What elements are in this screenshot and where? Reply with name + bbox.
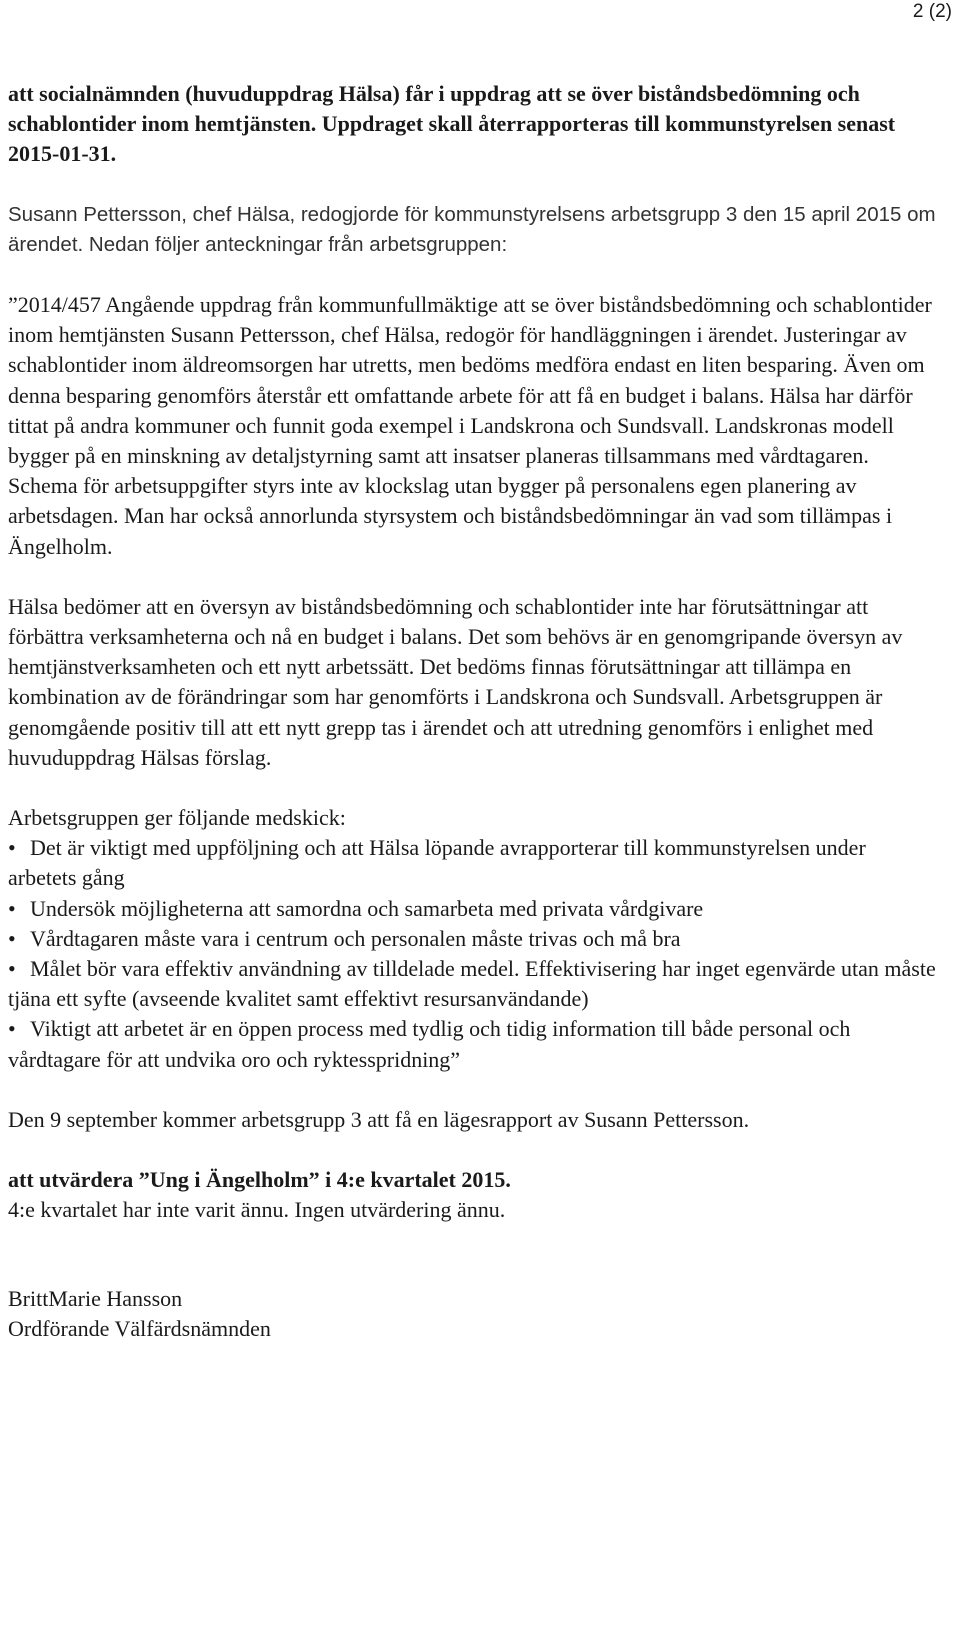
- bullet-icon: •: [8, 1016, 16, 1042]
- list-item-text: Viktigt att arbetet är en öppen process med tydlig och tidig information till både personal och vårdtagare för att undvika oro och ryktesspridning”: [8, 1016, 851, 1072]
- page-number: 2 (2): [912, 1, 952, 22]
- evaluation-status-paragraph: 4:e kvartalet har inte varit ännu. Ingen utvärdering ännu.: [8, 1197, 506, 1223]
- list-item-text: Vårdtagaren måste vara i centrum och personalen måste trivas och må bra: [30, 925, 681, 951]
- assessment-paragraph: Hälsa bedömer att en översyn av biståndsbedömning och schablontider inte har förutsättningar att förbättra verksamheterna och nå en budget i balans. Det som behövs är en genomgripande översyn av hemtjänstverksamheten och ett nytt arbetssätt. Det bedöms finnas förutsättningar att tillämpa en kombination av de förändringar som har genomförts i Landskrona och Sundsvall. Arbetsgruppen är genomgående positiv till att ett nytt grepp tas i ärendet och att utredning genomförs i enlighet med huvuduppdrag Hälsas förslag.: [8, 593, 903, 770]
- bullet-icon: •: [8, 925, 16, 951]
- bullet-icon: •: [8, 835, 16, 861]
- list-item: [8, 894, 938, 924]
- intro-bold-paragraph: att socialnämnden (huvuduppdrag Hälsa) får i uppdrag att se över biståndsbedömning och schablontider inom hemtjänsten. Uppdraget skall återrapporteras till kommunstyrelsen senast 2015-01-31.: [8, 81, 896, 167]
- list-item-text: Det är viktigt med uppföljning och att Hälsa löpande avrapporterar till kommunstyrelsen under arbetets gång: [8, 835, 866, 891]
- list-item: [8, 924, 938, 954]
- status-report-paragraph: Den 9 september kommer arbetsgrupp 3 att få en lägesrapport av Susann Pettersson.: [8, 1106, 750, 1132]
- list-item: [8, 833, 938, 893]
- evaluation-bold-paragraph: att utvärdera ”Ung i Ängelholm” i 4:e kvartalet 2015.: [8, 1167, 511, 1193]
- bullet-icon: •: [8, 956, 16, 982]
- list-item: [8, 1014, 938, 1074]
- quote-paragraph: ”2014/457 Angående uppdrag från kommunfullmäktige att se över biståndsbedömning och schablontider inom hemtjänsten Susann Pettersson, chef Hälsa, redogör för handläggningen i ärendet. Justeringar av schablontider inom äldreomsorgen har utretts, men bedöms medföra endast en liten besparing. Även om denna besparing genomförs återstår ett omfattande arbete för att få en budget i balans. Hälsa har därför tittat på andra kommuner och funnit goda exempel i Landskrona och Sundsvall. Landskronas modell bygger på en minskning av detaljstyrning samt att insatser planeras tillsammans med vårdtagaren. Schema för arbetsuppgifter styrs inte av klockslag utan bygger på personalens egen planering av arbetsdagen. Man har också annorlunda styrsystem och biståndsbedömningar än vad som tillämpas i Ängelholm.: [8, 292, 932, 559]
- list-item-text: Målet bör vara effektiv användning av tilldelade medel. Effektivisering har inget egenvärde utan måste tjäna ett syfte (avseende kvalitet samt effektivt resursanvändande): [8, 956, 936, 1012]
- bullet-icon: •: [8, 895, 16, 921]
- signature-title: Ordförande Välfärdsnämnden: [8, 1315, 271, 1341]
- document-body: [8, 79, 938, 1344]
- list-item: [8, 954, 938, 1014]
- signature-name: BrittMarie Hansson: [8, 1285, 183, 1311]
- directives-heading: Arbetsgruppen ger följande medskick:: [8, 805, 346, 831]
- report-intro-paragraph: Susann Pettersson, chef Hälsa, redogjorde för kommunstyrelsens arbetsgrupp 3 den 15 april 2015 om ärendet. Nedan följer anteckningar från arbetsgruppen:: [8, 202, 936, 256]
- list-item-text: Undersök möjligheterna att samordna och samarbeta med privata vårdgivare: [30, 895, 704, 921]
